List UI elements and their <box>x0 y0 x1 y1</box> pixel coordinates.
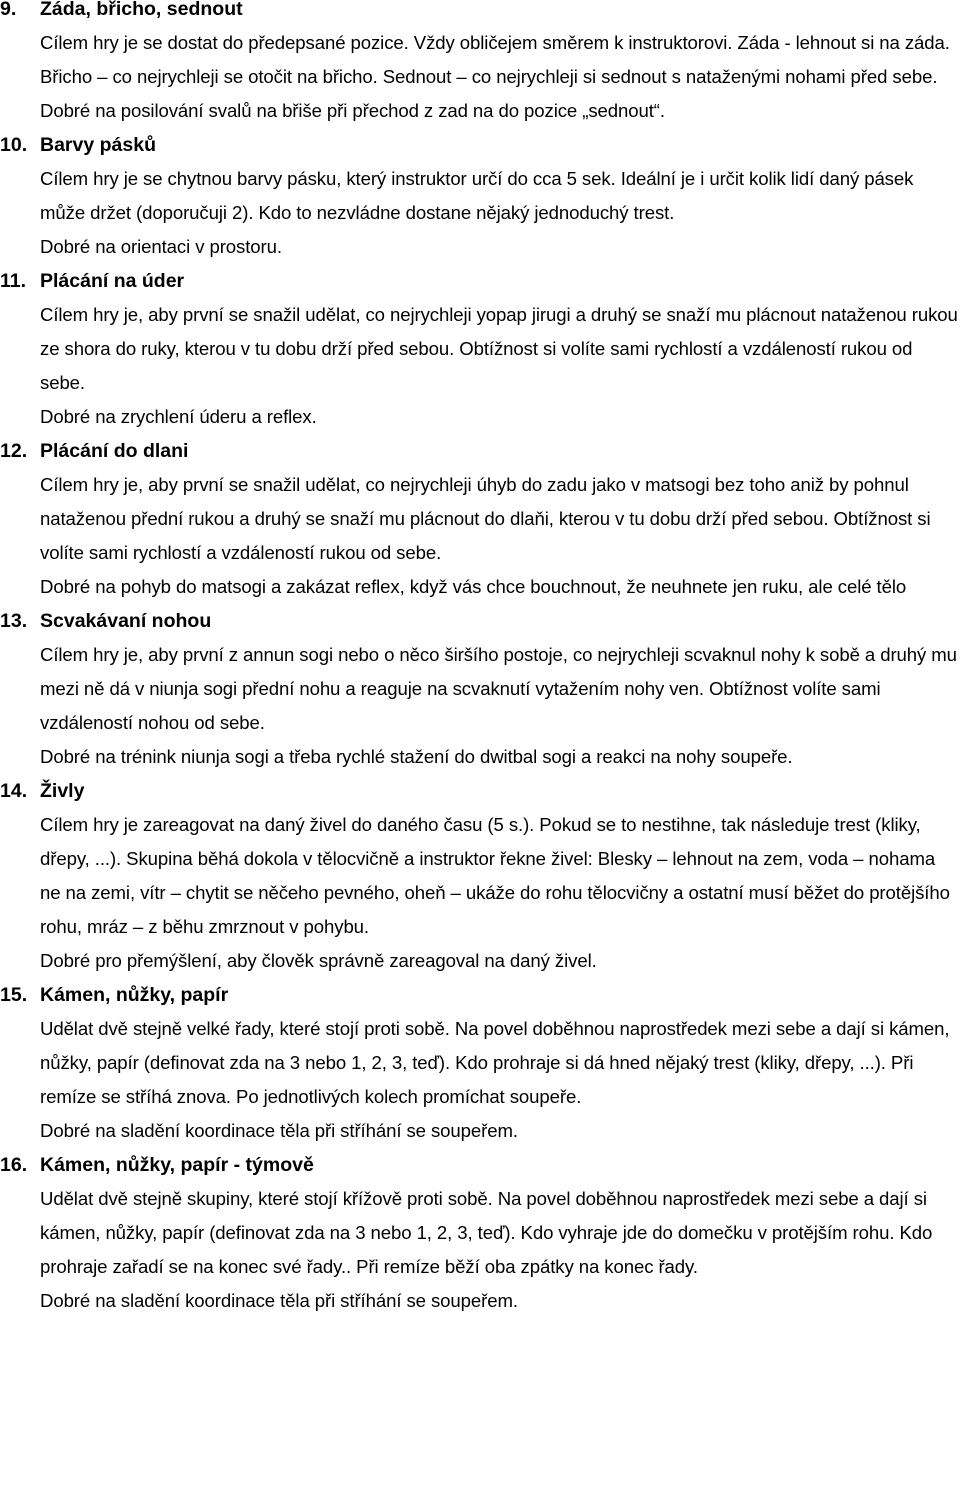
item-benefit: Dobré na orientaci v prostoru. <box>40 236 282 257</box>
item-benefit: Dobré pro přemýšlení, aby člověk správně zareagoval na daný živel. <box>40 950 597 971</box>
item-title: Živly <box>40 780 85 802</box>
game-item-10 <box>0 128 960 264</box>
item-description: Cílem hry je se dostat do předepsané pozice. Vždy obličejem směrem k instruktorovi. Záda - lehnout si na záda. Břicho – co nejrychleji se otočit na břicho. Sednout – co nejrychleji si sednout s nataženými nohami před sebe. <box>40 32 950 87</box>
item-number: 12. <box>0 440 28 462</box>
item-title: Plácání do dlani <box>40 440 189 462</box>
item-heading <box>0 434 960 468</box>
item-heading <box>0 264 960 298</box>
item-number: 10. <box>0 134 28 156</box>
item-description: Cílem hry je zareagovat na daný živel do daného času (5 s.). Pokud se to nestihne, tak následuje trest (kliky, dřepy, ...). Skupina běhá dokola v tělocvičně a instruktor řekne živel: Blesky – lehnout na zem, voda – nohama ne na zemi, vítr – chytit se něčeho pevného, oheň – ukáže do rohu tělocvičny a ostatní musí běžet do protějšího rohu, mráz – z běhu zmrznout v pohybu. <box>40 814 950 937</box>
item-number: 9. <box>0 0 17 20</box>
item-heading <box>0 128 960 162</box>
item-heading <box>0 0 960 26</box>
item-title: Kámen, nůžky, papír - týmově <box>40 1154 314 1176</box>
item-number: 15. <box>0 984 28 1006</box>
item-title: Záda, břicho, sednout <box>40 0 243 20</box>
game-item-9 <box>0 0 960 128</box>
item-number: 16. <box>0 1154 28 1176</box>
game-item-14 <box>0 774 960 978</box>
item-benefit: Dobré na posilování svalů na břiše při přechod z zad na do pozice „sednout“. <box>40 100 665 121</box>
item-title: Barvy pásků <box>40 134 156 156</box>
game-item-16 <box>0 1148 960 1318</box>
item-number: 14. <box>0 780 28 802</box>
item-heading <box>0 978 960 1012</box>
game-item-13 <box>0 604 960 774</box>
game-item-15 <box>0 978 960 1148</box>
item-title: Plácání na úder <box>40 270 185 292</box>
item-number: 11. <box>0 270 27 292</box>
item-number: 13. <box>0 610 28 632</box>
item-description: Cílem hry je, aby první se snažil udělat, co nejrychleji yopap jirugi a druhý se snaží mu plácnout nataženou rukou ze shora do ruky, kterou v tu dobu drží před sebou. Obtížnost si volíte sami rychlostí a vzdáleností rukou od sebe. <box>40 304 958 393</box>
item-benefit: Dobré na sladění koordinace těla při stříhání se soupeřem. <box>40 1120 518 1141</box>
game-item-12 <box>0 434 960 604</box>
item-description: Udělat dvě stejně skupiny, které stojí křížově proti sobě. Na povel doběhnou naprostředek mezi sebe a dají si kámen, nůžky, papír (definovat zda na 3 nebo 1, 2, 3, teď). Kdo vyhraje jde do domečku v protějším rohu. Kdo prohraje zařadí se na konec své řady.. Při remíze běží oba zpátky na konec řady. <box>40 1188 933 1277</box>
item-benefit: Dobré na zrychlení úderu a reflex. <box>40 406 317 427</box>
item-heading <box>0 774 960 808</box>
item-benefit: Dobré na trénink niunja sogi a třeba rychlé stažení do dwitbal sogi a reakci na nohy soupeře. <box>40 746 793 767</box>
item-description: Cílem hry je, aby první se snažil udělat, co nejrychleji úhyb do zadu jako v matsogi bez toho aniž by pohnul nataženou přední rukou a druhý se snaží mu plácnout do dlaňi, kterou v tu dobu drží před sebou. Obtížnost si volíte sami rychlostí a vzdáleností rukou od sebe. <box>40 474 931 563</box>
item-heading <box>0 604 960 638</box>
item-title: Kámen, nůžky, papír <box>40 984 229 1006</box>
item-description: Cílem hry je se chytnou barvy pásku, který instruktor určí do cca 5 sek. Ideální je i určit kolik lidí daný pásek může držet (doporučuji 2). Kdo to nezvládne dostane nějaký jednoduchý trest. <box>40 168 914 223</box>
item-title: Scvakávaní nohou <box>40 610 212 632</box>
game-item-11 <box>0 264 960 434</box>
item-benefit: Dobré na pohyb do matsogi a zakázat reflex, když vás chce bouchnout, že neuhnete jen ruku, ale celé tělo <box>40 576 907 597</box>
item-benefit: Dobré na sladění koordinace těla při stříhání se soupeřem. <box>40 1290 518 1311</box>
item-description: Cílem hry je, aby první z annun sogi nebo o něco širšího postoje, co nejrychleji scvaknul nohy k sobě a druhý mu mezi ně dá v niunja sogi přední nohu a reaguje na scvaknutí vytažením nohy ven. Obtížnost volíte sami vzdáleností nohou od sebe. <box>40 644 957 733</box>
item-heading <box>0 1148 960 1182</box>
item-description: Udělat dvě stejně velké řady, které stojí proti sobě. Na povel doběhnou naprostředek mezi sebe a dají si kámen, nůžky, papír (definovat zda na 3 nebo 1, 2, 3, teď). Kdo prohraje si dá hned nějaký trest (kliky, dřepy, ...). Při remíze se stříhá znova. Po jednotlivých kolech promíchat soupeře. <box>40 1018 950 1107</box>
